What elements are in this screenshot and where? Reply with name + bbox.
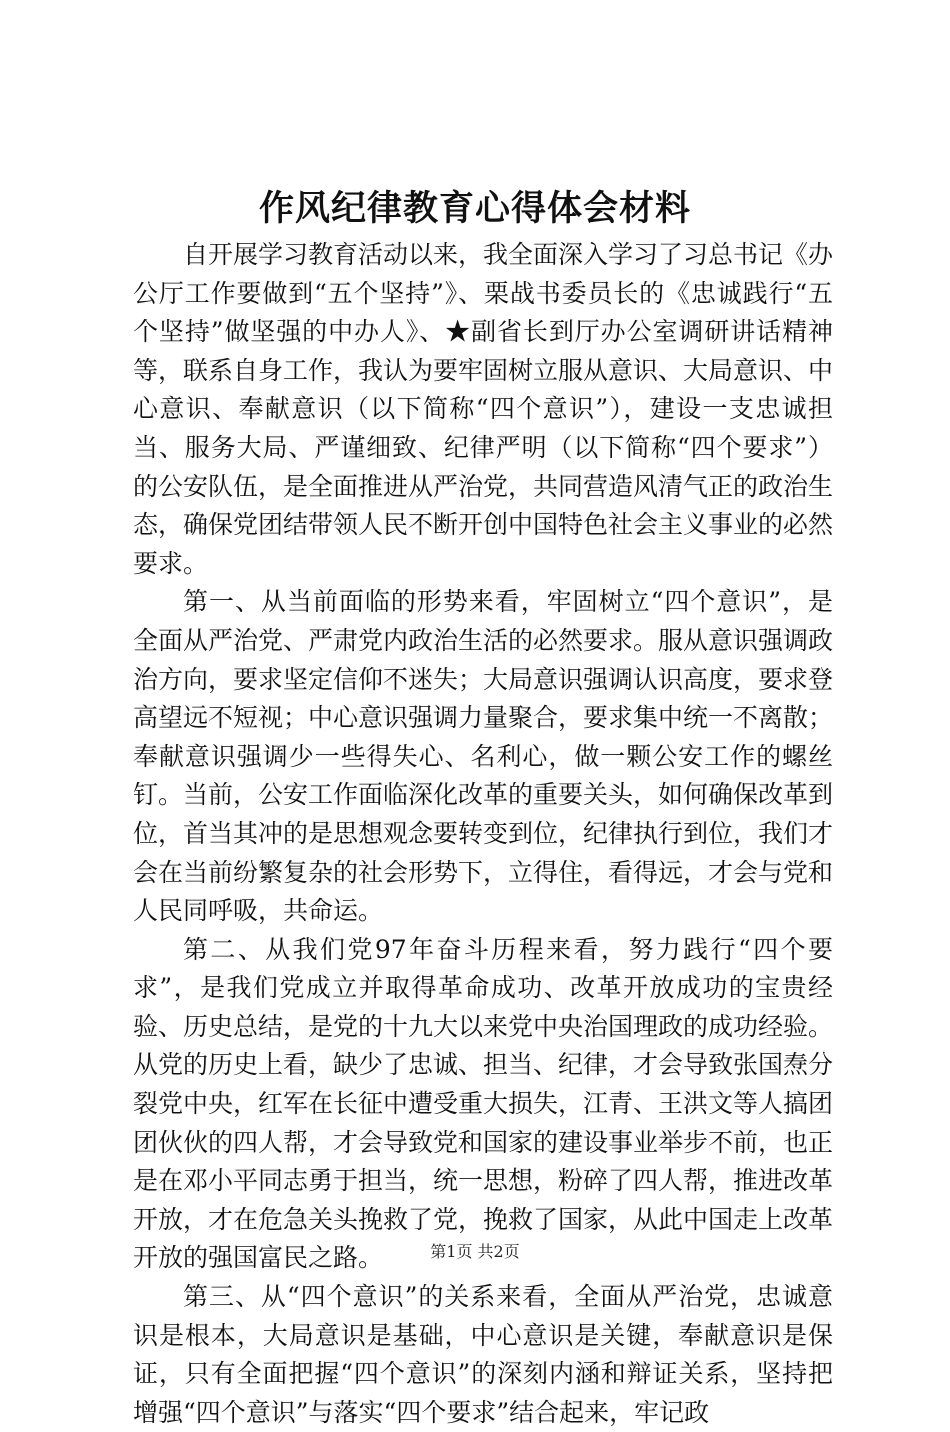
paragraph-first: 第一、从当前面临的形势来看，牢固树立“四个意识”，是全面从严治党、严肃党内政治生活的必然要求。服从意识强调政治方向，要求坚定信仰不迷失；大局意识强调认识高度，要求登高望远不短视；中心意识强调力量聚合，要求集中统一不离散；奉献意识强调少一些得失心、名利心，做一颗公安工作的螺丝钉。当前，公安工作面临深化改革的重要关头，如何确保改革到位，首当其冲的是思想观念要转变到位，纪律执行到位，我们才会在当前纷繁复杂的社会形势下，立得住，看得远，才会与党和人民同呼吸，共命运。	[133, 587, 834, 926]
paragraph-second: 第二、从我们党97年奋斗历程来看，努力践行“四个要求”，是我们党成立并取得革命成功、改革开放成功的宝贵经验、历史总结，是党的十九大以来党中央治国理政的成功经验。从党的历史上看，缺少了忠诚、担当、纪律，才会导致张国焘分裂党中央，红军在长征中遭受重大损失，江青、王洪文等人搞团团伙伙的四人帮，才会导致党和国家的建设事业举步不前，也正是在邓小平同志勇于担当，统一思想，粉碎了四人帮，推进改革开放，才在危急关头挽救了党，挽救了国家，从此中国走上改革开放的强国富民之路。	[133, 934, 834, 1273]
document-title: 作风纪律教育心得体会材料	[258, 188, 691, 229]
paragraph-third: 第三、从“四个意识”的关系来看，全面从严治党，忠诚意识是根本，大局意识是基础，中心意识是关键，奉献意识是保证，只有全面把握“四个意识”的深刻内涵和辩证关系，坚持把增强“四个意识”与落实“四个要求”结合起来，牢记政	[133, 1282, 833, 1427]
page-number-footer: 第1页 共2页	[430, 1242, 520, 1261]
paragraph-intro: 自开展学习教育活动以来，我全面深入学习了习总书记《办公厅工作要做到“五个坚持”》、栗战书委员长的《忠诚践行“五个坚持”做坚强的中办人》、★副省长到厅办公室调研讲话精神等，联系自身工作，我认为要牢固树立服从意识、大局意识、中心意识、奉献意识（以下简称“四个意识”），建设一支忠诚担当、服务大局、严谨细致、纪律严明（以下简称“四个要求”）的公安队伍，是全面推进从严治党，共同营造风清气正的政治生态，确保党团结带领人民不断开创中国特色社会主义事业的必然要求。	[133, 240, 834, 578]
